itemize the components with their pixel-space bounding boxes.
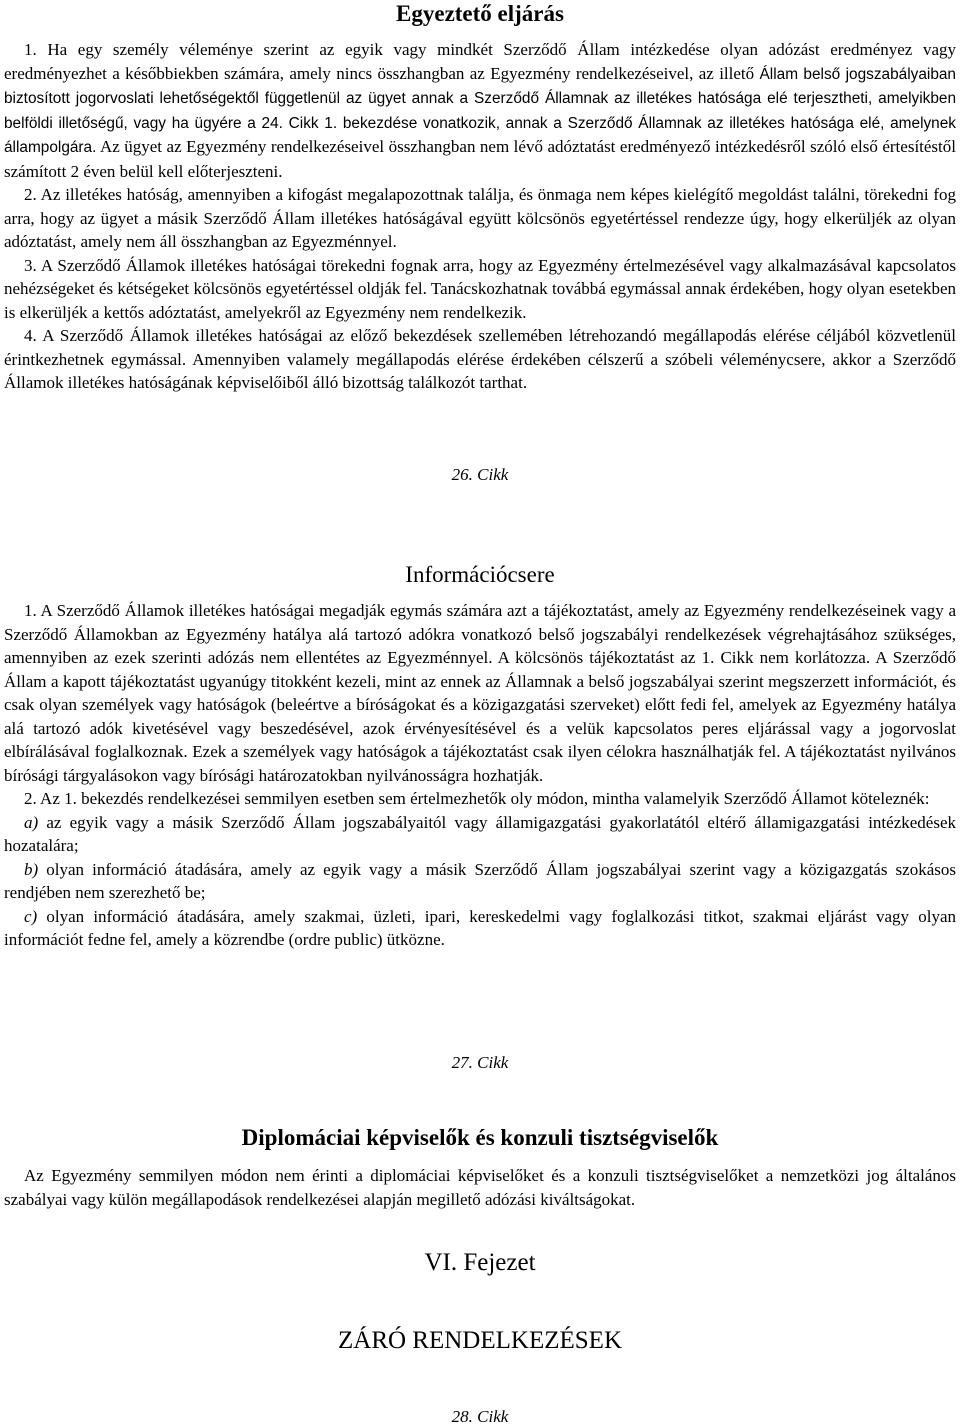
paragraph-1-part-a: 1. Ha egy személy véleménye szerint az egyik vagy mindkét Szerződő Állam intézkedése olyan adózást eredményez vagy eredményezhet a későbbiekben számára, amely nincs összhangban az Egyezmény rendelkezéseivel, az illető — [4, 40, 956, 83]
section-title: Egyeztető eljárás — [396, 1, 564, 26]
list-item-a — [0, 811, 956, 858]
section-egyezteto-eljaras — [0, 0, 960, 395]
section-diplomaciai — [0, 1124, 960, 1211]
list-text: olyan információ átadására, amely szakmai, üzleti, ipari, kereskedelmi vagy foglalkozási titkot, szakmai eljárást vagy olyan információt fedne fel, amely a közrendbe (ordre public) ütközne. — [4, 906, 956, 949]
list-item-b — [0, 858, 956, 905]
chapter-title-block — [0, 1326, 960, 1356]
chapter-label-block — [0, 1248, 960, 1278]
paragraph-2: 2. Az illetékes hatóság, amennyiben a kifogást megalapozottnak találja, és önmaga nem képes kielégítő megoldást találni, törekedni fog arra, hogy az ügyet a másik Szerződő Állam illetékes hatóságával együtt kölcsönös egyetértéssel rendezze úgy, hogy elkerüljék az olyan adóztatást, amely nem áll összhangban az Egyezménnyel. — [4, 185, 956, 251]
list-item-c — [0, 905, 956, 952]
paragraph-1 — [0, 38, 956, 183]
section-title: Információcsere — [405, 562, 555, 587]
paragraph-1-part-b: Állam belső jogszabályaiban biztosított jogorvoslati lehetőségektől függetlenül az ügyet annak a Szerződő Államnak az illetékes hatósága elé terjesztheti, amelyikben belföldi illetőségű, vagy ha ügyére a 24. Cikk 1. bekezdése vonatkozik, annak a Szerződő Államnak az illetékes hatósága elé, amelynek állampolgára. — [4, 65, 956, 156]
paragraph-4: 4. A Szerződő Államok illetékes hatóságai az előző bekezdések szellemében létrehozandó megállapodás elérése céljából közvetlenül érintkezhetnek egymással. Amennyiben valamely megállapodás elérése érdekében célszerű a szóbeli véleménycsere, akkor a Szerződő Államok illetékes hatóságának képviselőiből álló bizottság találkozót tarthat. — [4, 326, 956, 392]
list-text: az egyik vagy a másik Szerződő Állam jogszabályaitól vagy államigazgatási gyakorlatától eltérő államigazgatási intézkedések hozatalára; — [4, 812, 956, 855]
list-text: olyan információ átadására, amely az egyik vagy a másik Szerződő Állam jogszabályai szerint vagy a közigazgatás szokásos rendjében nem szerezhető be; — [4, 859, 956, 902]
section-title: Diplomáciai képviselők és konzuli tisztségviselők — [241, 1125, 719, 1150]
article-number: 28. Cikk — [451, 1407, 509, 1426]
article-27 — [0, 1051, 960, 1074]
article-26 — [0, 463, 960, 486]
paragraph-1-part-c: Az ügyet az Egyezmény rendelkezéseivel összhangban nem lévő adóztatást eredményező intézkedésről szóló első értesítéstől számított 2 éven belül kell előterjeszteni. — [4, 137, 956, 181]
chapter-title: ZÁRÓ RENDELKEZÉSEK — [338, 1327, 622, 1354]
article-number: 26. Cikk — [451, 465, 509, 484]
article-number: 27. Cikk — [451, 1053, 509, 1072]
paragraph-1: 1. A Szerződő Államok illetékes hatóságai megadják egymás számára azt a tájékoztatást, amely az Egyezmény rendelkezéseinek vagy a Szerződő Államokban az Egyezmény hatálya alá tartozó adókra vonatkozó belső jogszabályi rendelkezések végrehajtásához szükséges, amennyiben az ezek szerinti adózás nem ellentétes az Egyezménnyel. A kölcsönös tájékoztatást az 1. Cikk nem korlátozza. A Szerződő Állam a kapott tájékoztatást ugyanúgy titokként kezeli, mint az ennek az Államnak a belső jogszabályai szerint megszerzett információt, és csak olyan személyek vagy hatóságok (beleértve a bíróságokat és a közigazgatási szerveket) előtt fedi fel, amelyek az Egyezmény hatálya alá tartozó adók kivetésével vagy beszedésével, azok érvényesítésével és a velük kapcsolatos peres eljárással vagy a jogorvoslat elbírálásával foglalkoznak. Ezek a személyek vagy hatóságok a tájékoztatást csak ilyen célokra használhatják fel. A tájékoztatást nyilvános bírósági tárgyalásokon vagy bírósági határozatokban nyilvánosságra hozhatják. — [4, 601, 956, 785]
list-letter: b) — [24, 859, 39, 879]
section-informaciocsere — [0, 561, 960, 952]
paragraph-3: 3. A Szerződő Államok illetékes hatóságai törekedni fognak arra, hogy az Egyezmény értelmezésével vagy alkalmazásával kapcsolatos nehézségeket és kétségeket kölcsönös egyetértéssel oldják fel. Tanácskozhatnak továbbá egymással annak érdekében, hogy olyan esetekben is elkerüljék a kettős adóztatást, amelyekről az Egyezmény nem rendelkezik. — [4, 255, 956, 322]
paragraph-2: 2. Az 1. bekezdés rendelkezései semmilyen esetben sem értelmezhetők oly módon, mintha valamelyik Szerződő Államot köteleznék: — [24, 789, 930, 808]
list-letter: a) — [24, 812, 39, 832]
list-letter: c) — [24, 906, 38, 926]
paragraph-1: Az Egyezmény semmilyen módon nem érinti a diplomáciai képviselőket és a konzuli tisztségviselőket a nemzetközi jog általános szabályai vagy külön megállapodások rendelkezései alapján megillető adózási kiváltságokat. — [4, 1166, 956, 1209]
chapter-label: VI. Fejezet — [424, 1249, 536, 1276]
